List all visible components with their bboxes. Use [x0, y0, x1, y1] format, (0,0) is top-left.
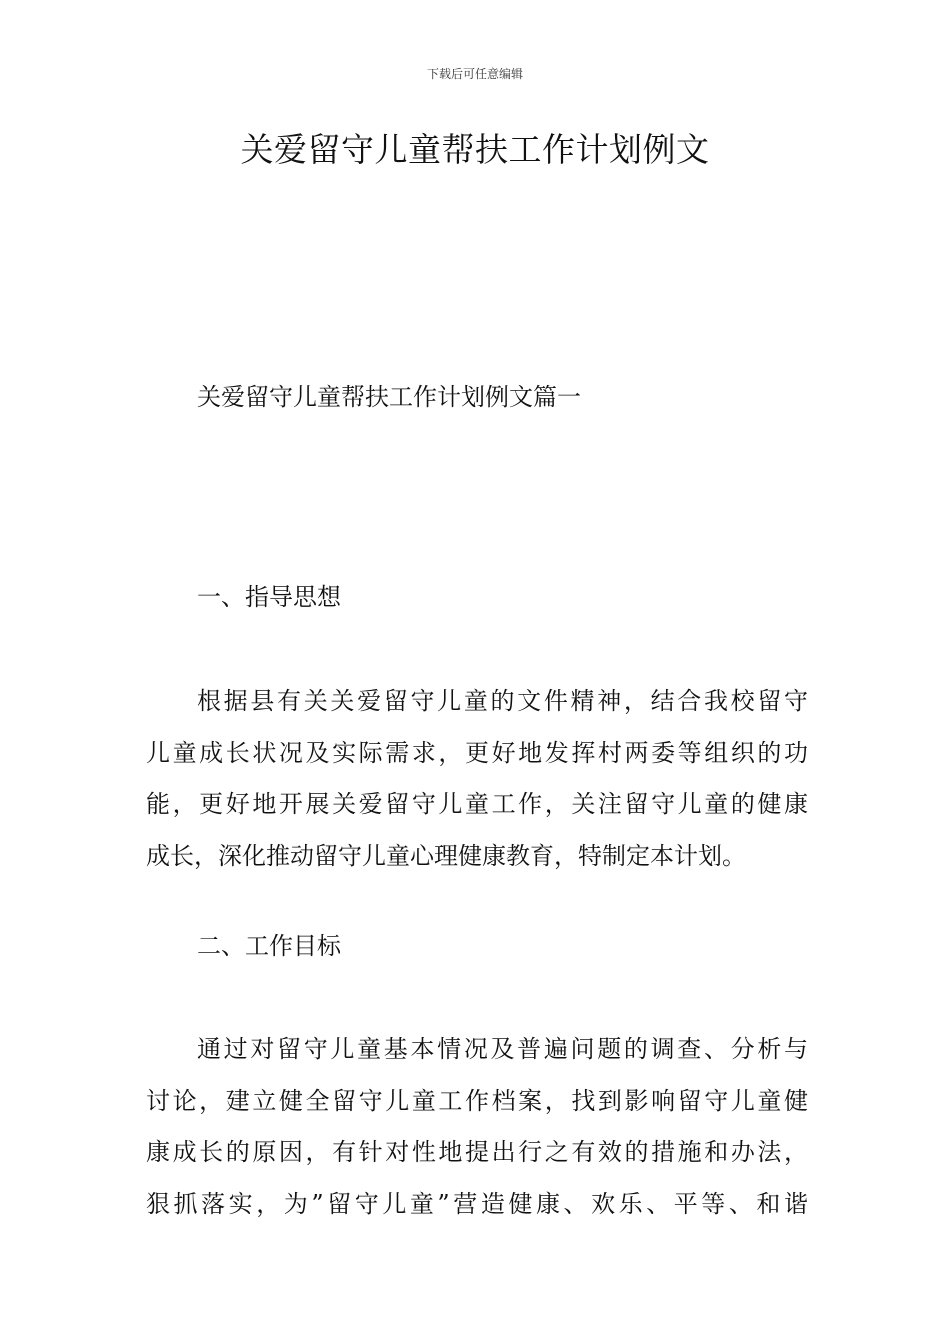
paragraph-line: 成长，深化推动留守儿童心理健康教育，特制定本计划。 — [146, 841, 746, 870]
header-note: 下载后可任意编辑 — [426, 67, 523, 81]
section-title: 关爱留守儿童帮扶工作计划例文篇一 — [197, 383, 581, 411]
heading-guiding-ideology: 一、指导思想 — [197, 583, 341, 611]
paragraph-guiding-ideology — [146, 676, 808, 882]
paragraph-line: 康成长的原因，有针对性地提出行之有效的措施和办法， — [146, 1138, 808, 1166]
paragraph-line: 狠抓落实，为”留守儿童”营造健康、欢乐、平等、和谐 — [146, 1189, 808, 1218]
paragraph-line: 通过对留守儿童基本情况及普遍问题的调查、分析与 — [197, 1035, 808, 1063]
paragraph-line: 讨论，建立健全留守儿童工作档案，找到影响留守儿童健 — [146, 1086, 808, 1115]
document-title: 关爱留守儿童帮扶工作计划例文 — [240, 130, 710, 169]
paragraph-line: 儿童成长状况及实际需求，更好地发挥村两委等组织的功 — [146, 738, 808, 767]
paragraph-line: 根据县有关关爱留守儿童的文件精神，结合我校留守 — [197, 687, 808, 715]
paragraph-work-goals — [146, 1024, 808, 1230]
paragraph-line: 能，更好地开展关爱留守儿童工作，关注留守儿童的健康 — [146, 790, 808, 818]
heading-work-goals: 二、工作目标 — [197, 932, 341, 960]
